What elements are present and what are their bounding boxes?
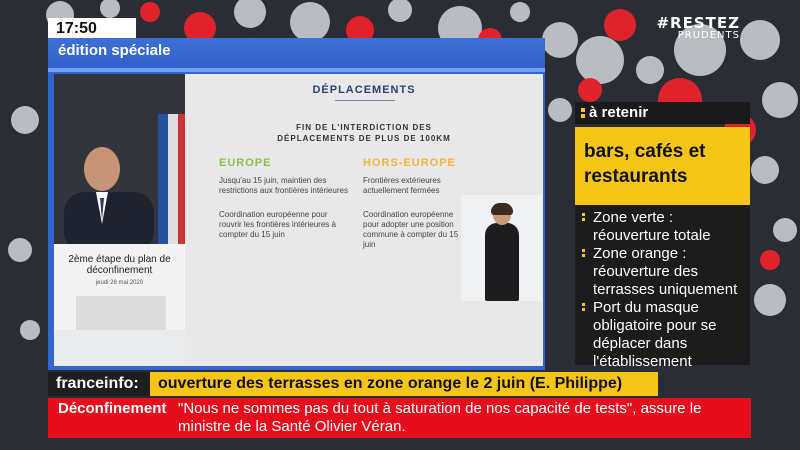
- hors-europe-title: HORS-EUROPE: [363, 157, 456, 169]
- sign-language-interpreter: [461, 195, 542, 301]
- campaign-logo: [656, 14, 740, 41]
- interpreter-hair: [491, 203, 513, 215]
- europe-text-1: Jusqu'au 15 juin, maintien des restrictions aux frontières intérieures: [219, 176, 348, 195]
- campaign-sub: PRUDENTS: [677, 30, 740, 41]
- edition-divider: [48, 68, 545, 72]
- podium-date: jeudi 28 mai 2020: [95, 280, 144, 286]
- europe-title: EUROPE: [219, 157, 272, 169]
- sidebar-headline-box: [575, 127, 750, 205]
- retenir-label: à retenir: [589, 104, 649, 121]
- europe-column: [219, 158, 349, 254]
- ticker-label: Déconfinement: [58, 400, 167, 417]
- bullet-item: Zone verte : réouverture totale: [581, 209, 744, 245]
- sidebar-bullets: [575, 205, 750, 370]
- interpreter-body: [485, 223, 519, 301]
- podium-title: 2ème étape du plan de déconfinement: [68, 254, 171, 276]
- podium-stand: [76, 296, 166, 330]
- slide-heading: DÉPLACEMENTS: [312, 84, 416, 96]
- edition-bar: [48, 38, 545, 72]
- news-ticker: [48, 398, 751, 438]
- hors-europe-text-1: Frontières extérieures actuellement fermées: [363, 176, 441, 195]
- slide-heading-underline: [335, 100, 395, 101]
- retenir-bar: [575, 102, 750, 124]
- channel-logo: franceinfo:: [48, 372, 150, 396]
- slide-subheading: FIN DE L'INTERDICTION DES DÉPLACEMENTS DE PLUS DE 100KM: [277, 123, 451, 143]
- ticker-headline: ouverture des terrasses en zone orange le 2 juin (E. Philippe): [158, 375, 623, 392]
- sidebar-headline: bars, cafés et restaurants: [584, 141, 706, 187]
- campaign-hashtag: #RESTEZ: [656, 14, 740, 32]
- edition-label: édition spéciale: [58, 42, 171, 59]
- bullet-item: Zone orange : réouverture des terrasses uniquement: [581, 245, 744, 299]
- speaker-shot: [54, 74, 185, 330]
- ticker-text: "Nous ne sommes pas du tout à saturation de nos capacité de tests", assure le ministre de la Santé Olivier Véran.: [178, 400, 702, 435]
- headline-ticker: [48, 372, 658, 396]
- bullet-item: Port du masque obligatoire pour se déplacer dans l'établissement: [581, 299, 744, 371]
- europe-text-2: Coordination européenne pour rouvrir les frontières intérieures à compter du 15 juin: [219, 210, 336, 239]
- colon-icon: [581, 108, 585, 112]
- hors-europe-column: [363, 158, 463, 264]
- hors-europe-text-2: Coordination européenne pour adopter une position commune à compter du 15 juin: [363, 210, 459, 249]
- clock: 17:50: [48, 18, 136, 40]
- podium: [54, 244, 185, 330]
